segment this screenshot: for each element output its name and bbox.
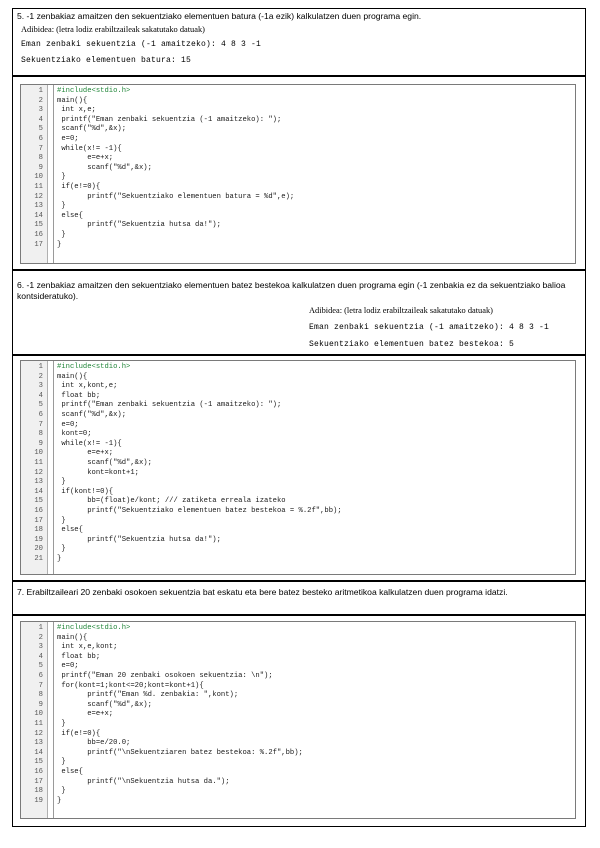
- code-line: [21, 164, 575, 174]
- code-line: [21, 154, 575, 164]
- code-line: [21, 392, 575, 402]
- line-number: 10: [34, 449, 43, 458]
- question-5-box: [12, 8, 586, 76]
- code-line: [21, 411, 575, 421]
- code-text: }: [57, 555, 62, 563]
- code-text: printf("\nSekuentziaren batez bestekoa: %.2f",bb);: [57, 748, 303, 757]
- line-number: 16: [34, 231, 43, 239]
- line-number: 17: [34, 777, 43, 786]
- code-text: printf("Sekuentziako elementuen batura = %d",e);: [57, 192, 295, 201]
- line-number: 11: [34, 183, 43, 191]
- question-6-text: 6. -1 zenbakiaz amaitzen den sekuentziako elementuen batez bestekoa kalkulatzen duen programa egin (-1 zenbakia ez da sekuentziako balioa kontsideratuko).: [17, 280, 566, 301]
- code-text: main(){: [57, 96, 88, 105]
- code-text: e=e+x;: [57, 710, 114, 719]
- line-number: 5: [38, 125, 43, 134]
- code-text: }: [57, 240, 62, 249]
- line-number: 13: [34, 478, 43, 487]
- code-text: printf("Eman 20 zenbaki osokoen sekuentzia: \n");: [57, 672, 273, 680]
- code-text: e=0;: [57, 662, 79, 671]
- line-number: 15: [34, 221, 43, 230]
- line-number: 5: [38, 401, 43, 410]
- line-number: 12: [34, 729, 43, 738]
- code-text: bb=(float)e/kont; /// zatiketa erreala izateko: [57, 497, 286, 506]
- code-line: [21, 382, 575, 392]
- code-line: [21, 449, 575, 459]
- code-line: [21, 401, 575, 411]
- code-text: }: [57, 758, 66, 767]
- question-7-box: [12, 581, 586, 615]
- line-number: 18: [34, 787, 43, 796]
- code-line: [21, 768, 575, 778]
- code-text: else{: [57, 526, 83, 535]
- line-number: 19: [34, 535, 43, 544]
- line-number: 3: [38, 643, 43, 652]
- code-text: if(e!=0){: [57, 729, 101, 738]
- question-6-box: [12, 270, 586, 355]
- code-text: }: [57, 478, 66, 487]
- code-text: }: [57, 545, 66, 554]
- code-text: e=e+x;: [57, 449, 114, 458]
- code-line: [21, 440, 575, 450]
- line-number: 13: [34, 739, 43, 748]
- code-text: }: [57, 720, 66, 728]
- code-text: scanf("%d",&x);: [57, 163, 152, 172]
- code-line: [21, 662, 575, 672]
- code-text: printf("\nSekuentzia hutsa da.");: [57, 777, 230, 786]
- line-number: 9: [38, 163, 43, 172]
- code-line: [21, 97, 575, 107]
- code-line: [21, 116, 575, 126]
- line-number: 12: [34, 468, 43, 477]
- code-text: float bb;: [57, 391, 101, 400]
- code-line: [21, 183, 575, 193]
- code-text: scanf("%d",&x);: [57, 700, 152, 709]
- example-6-line-1: Eman zenbaki sekuentzia (-1 amaitzeko): 4 8 3 -1: [309, 323, 550, 332]
- code-text: printf("Eman %d. zenbakia: ",kont);: [57, 691, 239, 700]
- code-text: main(){: [57, 633, 88, 642]
- code-text: printf("Sekuentziako elementuen batez bestekoa = %.2f",bb);: [57, 507, 342, 515]
- code-text: #include<stdio.h>: [57, 624, 131, 632]
- example-6-line-2: Sekuentziako elementuen batez bestekoa: 5: [309, 340, 515, 349]
- line-number: 1: [38, 624, 43, 632]
- code-line: [21, 87, 575, 97]
- code-line: [21, 363, 575, 373]
- example-6-title: Adibidea: (letra lodiz erabiltzaileak sakatutako datuak): [309, 306, 493, 315]
- code-line: [21, 710, 575, 720]
- code-line: [21, 739, 575, 749]
- code-line: [21, 787, 575, 797]
- code-line: [21, 507, 575, 517]
- line-number: 2: [38, 372, 43, 381]
- code-text: printf("Sekuentzia hutsa da!");: [57, 221, 221, 230]
- line-number: 10: [34, 710, 43, 719]
- line-number: 21: [34, 555, 43, 563]
- line-number: 7: [38, 681, 43, 690]
- code-text: e=0;: [57, 135, 79, 143]
- code-line: [21, 720, 575, 730]
- code-line: [21, 497, 575, 507]
- line-number: 15: [34, 497, 43, 506]
- code-text: for(kont=1;kont<=20;kont=kont+1){: [57, 681, 204, 690]
- line-number: 7: [38, 420, 43, 429]
- code-text: }: [57, 787, 66, 796]
- code-text: #include<stdio.h>: [57, 363, 131, 371]
- line-number: 10: [34, 173, 43, 182]
- code-line: [21, 145, 575, 155]
- code-line: [21, 231, 575, 241]
- line-number: 8: [38, 430, 43, 439]
- line-number: 19: [34, 796, 43, 805]
- code-text: kont=kont+1;: [57, 468, 139, 477]
- line-number: 1: [38, 87, 43, 95]
- line-number: 16: [34, 507, 43, 515]
- code-editor-7: [20, 621, 576, 819]
- code-line: [21, 125, 575, 135]
- code-text: float bb;: [57, 652, 101, 661]
- code-line: [21, 469, 575, 479]
- code-editor-5: [20, 84, 576, 264]
- code-line: [21, 173, 575, 183]
- code-text: int x,e,kont;: [57, 643, 118, 652]
- code-line: [21, 221, 575, 231]
- code-text: kont=0;: [57, 430, 92, 439]
- line-number: 18: [34, 526, 43, 535]
- code-text: }: [57, 231, 66, 239]
- code-line: [21, 488, 575, 498]
- line-number: 2: [38, 633, 43, 642]
- code-line: [21, 193, 575, 203]
- line-number: 4: [38, 652, 43, 661]
- question-5-text: 5. -1 zenbakiaz amaitzen den sekuentziako elementuen batura (-1a ezik) kalkulatzen duen programa egin.: [17, 11, 422, 21]
- code-line: [21, 643, 575, 653]
- example-5-title: Adibidea: (letra lodiz erabiltzaileak sakatutako datuak): [21, 25, 205, 34]
- line-number: 14: [34, 487, 43, 496]
- code-line: [21, 797, 575, 807]
- code-text: main(){: [57, 372, 88, 381]
- code-line: [21, 653, 575, 663]
- code-line: [21, 421, 575, 431]
- line-number: 12: [34, 192, 43, 201]
- line-number: 11: [34, 459, 43, 467]
- line-number: 5: [38, 662, 43, 671]
- code-line: [21, 634, 575, 644]
- line-number: 6: [38, 672, 43, 680]
- line-number: 6: [38, 135, 43, 143]
- line-number: 3: [38, 106, 43, 115]
- code-text: if(e!=0){: [57, 183, 101, 191]
- line-number: 20: [34, 545, 43, 554]
- code-text: e=0;: [57, 420, 79, 429]
- code-line: [21, 526, 575, 536]
- code-line: [21, 672, 575, 682]
- code-text: }: [57, 796, 62, 805]
- code-line: [21, 730, 575, 740]
- code-text: printf("Eman zenbaki sekuentzia (-1 amaitzeko): ");: [57, 115, 282, 124]
- code-line: [21, 517, 575, 527]
- code-line: [21, 459, 575, 469]
- code-line: [21, 241, 575, 251]
- code-line: [21, 212, 575, 222]
- line-number: 17: [34, 516, 43, 525]
- code-line: [21, 701, 575, 711]
- code-line: [21, 624, 575, 634]
- code-line: [21, 545, 575, 555]
- line-number: 6: [38, 411, 43, 419]
- code-text: while(x!= -1){: [57, 439, 122, 448]
- line-number: 4: [38, 115, 43, 124]
- line-number: 8: [38, 154, 43, 163]
- code-line: [21, 478, 575, 488]
- line-number: 11: [34, 720, 43, 728]
- code-text: printf("Eman zenbaki sekuentzia (-1 amaitzeko): ");: [57, 401, 282, 410]
- line-number: 17: [34, 240, 43, 249]
- code-text: e=e+x;: [57, 154, 114, 163]
- code-line: [21, 373, 575, 383]
- line-number: 16: [34, 768, 43, 776]
- line-number: 13: [34, 202, 43, 211]
- code-line: [21, 135, 575, 145]
- code-line: [21, 778, 575, 788]
- code-text: else{: [57, 768, 83, 776]
- code-text: printf("Sekuentzia hutsa da!");: [57, 535, 221, 544]
- code-text: int x,kont,e;: [57, 382, 118, 391]
- line-number: 2: [38, 96, 43, 105]
- code-text: scanf("%d",&x);: [57, 459, 152, 467]
- code-text: else{: [57, 211, 83, 220]
- code-text: scanf("%d",&x);: [57, 411, 127, 419]
- line-number: 14: [34, 748, 43, 757]
- code-text: int x,e;: [57, 106, 96, 115]
- code-line: [21, 758, 575, 768]
- code-line: [21, 749, 575, 759]
- code-text: }: [57, 202, 66, 211]
- code-line: [21, 430, 575, 440]
- line-number: 9: [38, 700, 43, 709]
- code-line: [21, 202, 575, 212]
- example-5-line-2: Sekuentziako elementuen batura: 15: [21, 56, 192, 65]
- line-number: 15: [34, 758, 43, 767]
- code-line: [21, 555, 575, 565]
- line-number: 4: [38, 391, 43, 400]
- line-number: 8: [38, 691, 43, 700]
- code-text: }: [57, 516, 66, 525]
- question-7-text: 7. Erabiltzaileari 20 zenbaki osokoen sekuentzia bat eskatu eta bere batez besteko aritmetikoa kalkulatzen duen programa idatzi.: [17, 587, 508, 597]
- line-number: 14: [34, 211, 43, 220]
- code-line: [21, 106, 575, 116]
- code-line: [21, 682, 575, 692]
- code-editor-6: [20, 360, 576, 575]
- code-text: }: [57, 173, 66, 182]
- line-number: 7: [38, 144, 43, 153]
- example-5-line-1: Eman zenbaki sekuentzia (-1 amaitzeko): 4 8 3 -1: [21, 40, 262, 49]
- line-number: 3: [38, 382, 43, 391]
- code-text: while(x!= -1){: [57, 144, 122, 153]
- line-number: 9: [38, 439, 43, 448]
- line-number: 1: [38, 363, 43, 371]
- code-text: bb=e/20.0;: [57, 739, 131, 748]
- code-text: scanf("%d",&x);: [57, 125, 127, 134]
- code-line: [21, 691, 575, 701]
- code-line: [21, 536, 575, 546]
- code-text: if(kont!=0){: [57, 487, 114, 496]
- code-text: #include<stdio.h>: [57, 87, 131, 95]
